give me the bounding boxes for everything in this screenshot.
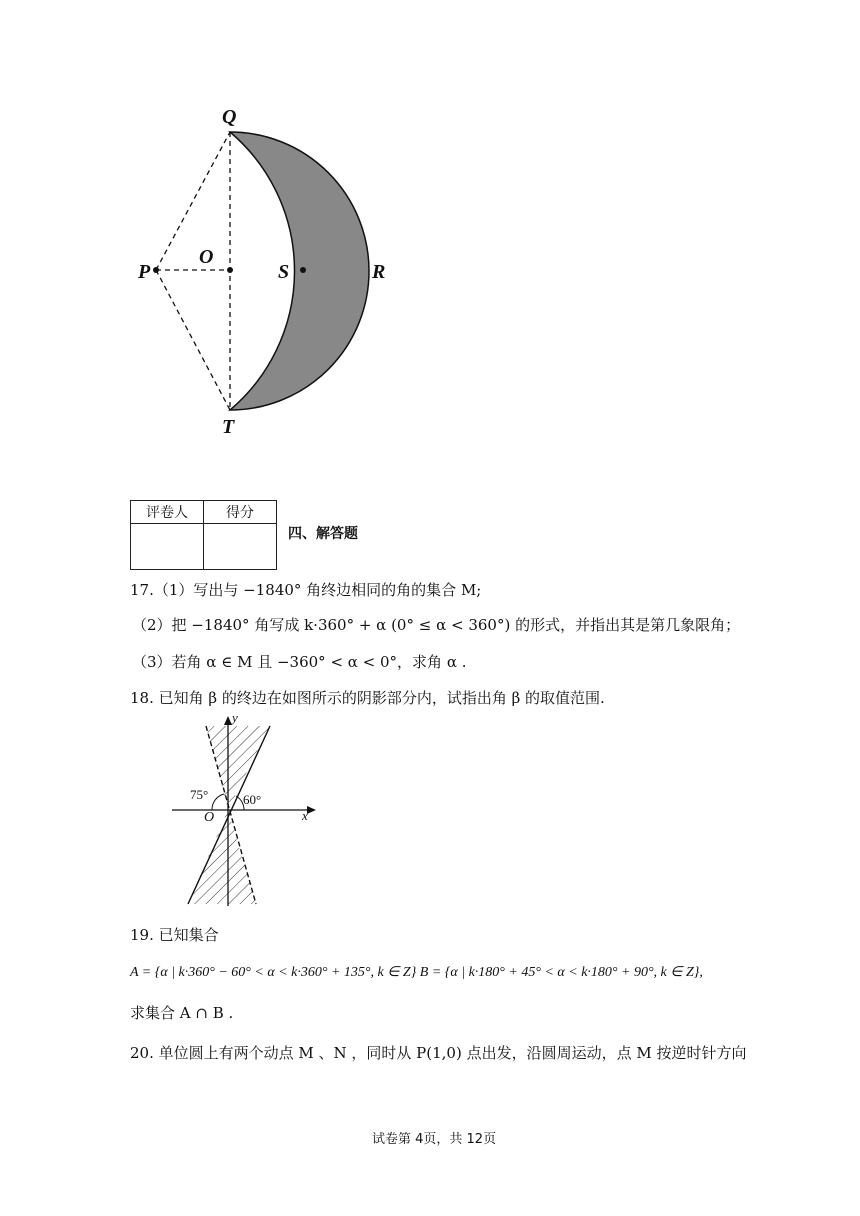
y-axis-arrow	[224, 716, 232, 725]
section-title: 四、解答题	[288, 526, 358, 542]
label-p: P	[138, 261, 151, 283]
q19-formula: A = {α | k·360° − 60° < α < k·360° + 135°, k ∈ Z} B = {α | k·180° + 45° < α < k·180° + 90°, k ∈ Z},	[130, 965, 703, 980]
q19-text: 19. 已知集合	[130, 926, 219, 944]
label-t: T	[222, 416, 235, 438]
shaded-crescent	[230, 132, 369, 410]
x-axis-arrow	[307, 806, 316, 814]
angle-label-60: 60°	[243, 792, 262, 807]
angle-label-75: 75°	[190, 787, 209, 802]
score-table-col1: 评卷人	[131, 501, 204, 524]
y-axis-label: y	[232, 710, 238, 725]
page-footer: 试卷第 4页，共 12页	[372, 1132, 497, 1147]
label-q: Q	[222, 106, 237, 128]
q17-part2: （2）把 −1840° 角写成 k·360° + α (0° ≤ α < 360°) 的形式，并指出其是第几象限角；	[132, 616, 741, 634]
point-p	[153, 267, 159, 273]
angle-arc-75	[212, 794, 224, 810]
score-table-col2: 得分	[204, 501, 277, 524]
dashed-pt	[156, 270, 230, 410]
q17-part3: （3）若角 α ∈ M 且 −360° < α < 0°，求角 α .	[132, 653, 467, 671]
q19-ask: 求集合 A ∩ B .	[130, 1004, 234, 1022]
dashed-pq	[156, 132, 230, 270]
hatched-region-lower	[188, 810, 256, 904]
label-o: O	[199, 246, 214, 268]
score-table	[130, 500, 277, 570]
q20-text: 20. 单位圆上有两个动点 M 、N ，同时从 P(1,0) 点出发，沿圆周运动，点 M 按逆时针方向	[130, 1044, 747, 1062]
x-axis-label: x	[302, 808, 308, 823]
label-s: S	[278, 261, 290, 283]
origin-label: O	[204, 810, 215, 825]
score-cell-grader[interactable]	[131, 524, 204, 570]
label-r: R	[372, 261, 386, 283]
point-o	[227, 267, 233, 273]
q18-text: 18. 已知角 β 的终边在如图所示的阴影部分内，试指出角 β 的取值范围.	[130, 689, 605, 707]
q17-main: 17.（1）写出与 −1840° 角终边相同的角的集合 M;	[130, 581, 482, 599]
score-cell-score[interactable]	[204, 524, 277, 570]
point-s	[300, 267, 306, 273]
